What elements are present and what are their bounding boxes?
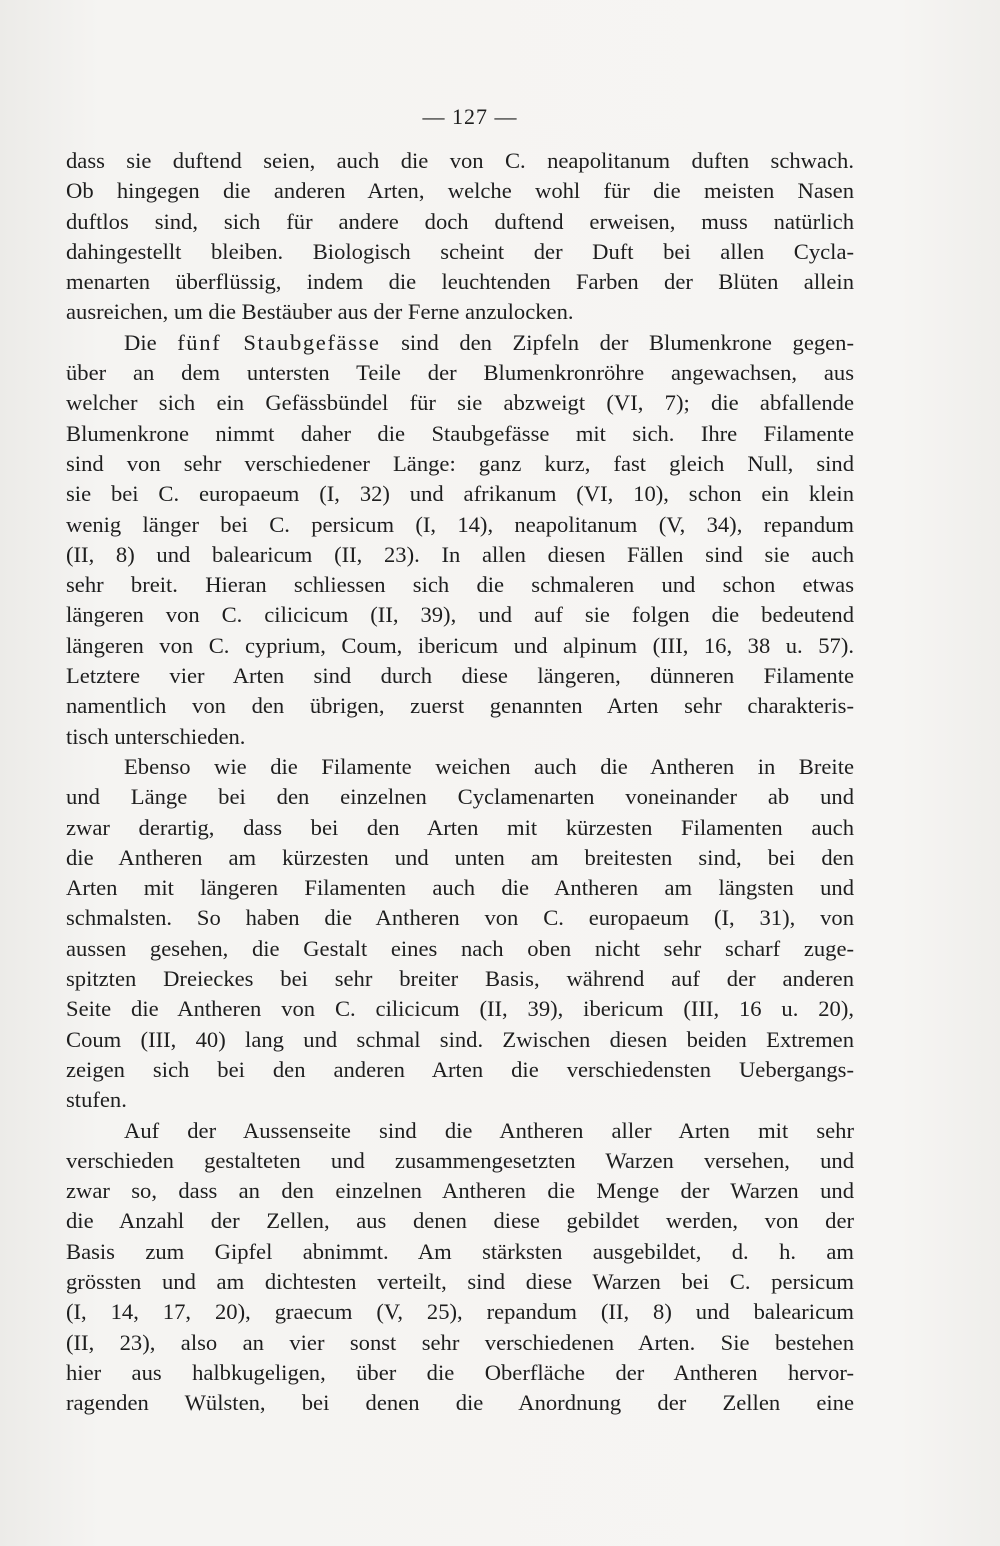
text-segment: Die: [124, 329, 178, 355]
text-line: dass sie duftend seien, auch die von C. neapolitanum duften schwach.: [66, 148, 854, 173]
text-line: zwar so, dass an den einzelnen Antheren die Menge der Warzen und: [66, 1178, 854, 1204]
text-line: Arten mit längeren Filamenten auch die Antheren am längsten und: [66, 875, 854, 901]
text-line: Blumenkrone nimmt daher die Staubgefässe mit sich. Ihre Filamente: [66, 420, 854, 446]
text-line: längeren von C. cyprium, Coum, ibericum und alpinum (III, 16, 38 u. 57).: [66, 632, 854, 658]
text-line: ragenden Wülsten, bei denen die Anordnung der Zellen eine: [66, 1390, 854, 1416]
text-line: Seite die Antheren von C. cilicicum (II, 39), ibericum (III, 16 u. 20),: [66, 996, 854, 1022]
text-line: (II, 23), also an vier sonst sehr verschiedenen Arten. Sie bestehen: [66, 1329, 854, 1355]
page-number: — 127 —: [422, 104, 518, 129]
text-line: die Anzahl der Zellen, aus denen diese gebildet werden, von der: [66, 1208, 854, 1234]
text-line: welcher sich ein Gefässbündel für sie abzweigt (VI, 7); die abfallende: [66, 390, 854, 416]
text-line: zwar derartig, dass bei den Arten mit kürzesten Filamenten auch: [66, 814, 854, 840]
emphasized-term: fünf Staubgefässe: [177, 329, 381, 355]
text-line: duftlos sind, sich für andere doch duftend erweisen, muss natürlich: [66, 208, 854, 234]
text-line: sind von sehr verschiedener Länge: ganz kurz, fast gleich Null, sind: [66, 450, 854, 476]
text-line: spitzten Dreieckes bei sehr breiter Basis, während auf der anderen: [66, 966, 854, 992]
text-line: ausreichen, um die Bestäuber aus der Ferne anzulocken.: [66, 299, 574, 325]
text-line: verschieden gestalteten und zusammengesetzten Warzen versehen, und: [66, 1147, 854, 1173]
text-line: tisch unterschieden.: [66, 723, 246, 749]
text-line: wenig länger bei C. persicum (I, 14), neapolitanum (V, 34), repandum: [66, 511, 854, 537]
text-line: namentlich von den übrigen, zuerst genannten Arten sehr charakteris-: [66, 693, 854, 719]
text-line: (I, 14, 17, 20), graecum (V, 25), repandum (II, 8) und balearicum: [66, 1299, 854, 1325]
text-line: Basis zum Gipfel abnimmt. Am stärksten ausgebildet, d. h. am: [66, 1238, 854, 1264]
text-line: Coum (III, 40) lang und schmal sind. Zwischen diesen beiden Extremen: [66, 1026, 854, 1052]
text-line: hier aus halbkugeligen, über die Oberfläche der Antheren hervor-: [66, 1359, 854, 1385]
text-line: längeren von C. cilicicum (II, 39), und auf sie folgen die bedeutend: [66, 602, 854, 628]
body-text: [66, 146, 854, 1418]
text-line: die Antheren am kürzesten und unten am breitesten sind, bei den: [66, 844, 854, 870]
text-line: über an dem untersten Teile der Blumenkronröhre angewachsen, aus: [66, 360, 854, 386]
text-line: Ob hingegen die anderen Arten, welche wohl für die meisten Nasen: [66, 178, 854, 204]
text-line: zeigen sich bei den anderen Arten die verschiedensten Uebergangs-: [66, 1056, 854, 1082]
text-line: [66, 328, 854, 358]
text-line: sie bei C. europaeum (I, 32) und afrikanum (VI, 10), schon ein klein: [66, 481, 854, 507]
text-line: Auf der Aussenseite sind die Antheren aller Arten mit sehr: [124, 1117, 854, 1143]
text-line: Ebenso wie die Filamente weichen auch die Antheren in Breite: [124, 753, 854, 779]
text-line: schmalsten. So haben die Antheren von C. europaeum (I, 31), von: [66, 905, 854, 931]
text-line: dahingestellt bleiben. Biologisch scheint der Duft bei allen Cycla-: [66, 238, 854, 264]
text-line: sehr breit. Hieran schliessen sich die schmaleren und schon etwas: [66, 572, 854, 598]
text-line: grössten und am dichtesten verteilt, sind diese Warzen bei C. persicum: [66, 1268, 854, 1294]
text-line: Letztere vier Arten sind durch diese längeren, dünneren Filamente: [66, 663, 854, 689]
text-line: aussen gesehen, die Gestalt eines nach oben nicht sehr scharf zuge-: [66, 935, 854, 961]
text-segment: sind den Zipfeln der Blumenkrone gegen-: [380, 329, 854, 355]
text-line: (II, 8) und balearicum (II, 23). In allen diesen Fällen sind sie auch: [66, 541, 854, 567]
text-line: stufen.: [66, 1087, 127, 1113]
text-line: menarten überflüssig, indem die leuchtenden Farben der Blüten allein: [66, 269, 854, 295]
text-line: und Länge bei den einzelnen Cyclamenarten voneinander ab und: [66, 784, 854, 810]
